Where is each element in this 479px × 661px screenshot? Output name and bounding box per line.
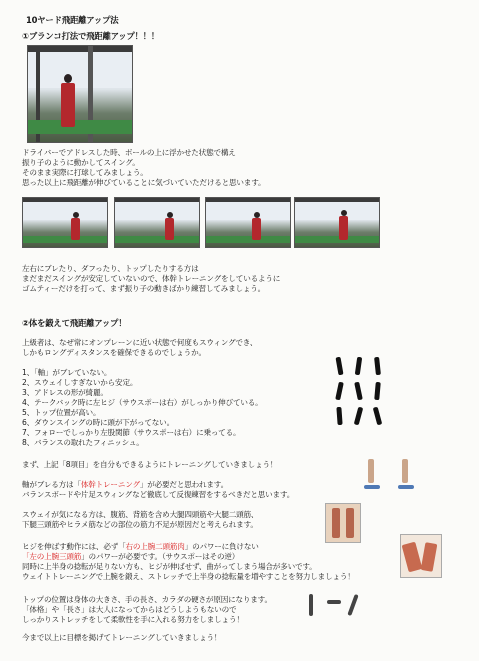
elbow-text-post: 」のパワーに負けない [184, 542, 259, 551]
stretch-figure [305, 590, 375, 624]
axis-text-post: 」が必要だと思われます。 [139, 480, 228, 489]
section1-paragraph2-line1: 左右にブレたり、ダフったり、トップしたりする方は [22, 264, 199, 273]
swing-photo-main [27, 45, 133, 143]
list-item: 1、「軸」がブレていない。 [22, 368, 112, 377]
swing-sequence-photo-4 [294, 197, 380, 248]
swing-silhouettes-figure [331, 355, 391, 431]
list-item: 8、バランスの取れたフィニッシュ。 [22, 438, 144, 447]
axis-highlight: 体幹トレーニング [80, 480, 140, 489]
sway-text-line1: スウェイが気になる方は、腹筋、背筋を含め大腿四頭筋や大腿二頭筋、 [22, 510, 259, 519]
sway-text-line2: 下腿三頭筋やヒラメ筋などの部位の筋力不足が原因だと考えられます。 [22, 520, 258, 529]
page-title: 10ヤード飛距離アップ法 [26, 15, 119, 25]
elbow-highlight-triceps: 「左の上腕三頭筋 [22, 552, 82, 561]
muscle-anatomy-figure [325, 503, 361, 543]
list-item: 3、アドレスの形が綺麗。 [22, 388, 108, 397]
elbow-text-line3: 同時に上半身の捻転が足りない方も、ヒジが伸ばせず、曲がってしまう場合が多いです。 [22, 562, 317, 571]
balance-board-figure [356, 455, 426, 497]
section1-paragraph1-line1: ドライバーでアドレスした時、ボールの上に浮かせた状態で構え [22, 148, 236, 157]
list-item: 2、スウェイしすぎないから安定。 [22, 378, 138, 387]
list-item: 4、テークバック時に左ヒジ（サウスポーは右）がしっかり伸びている。 [22, 398, 263, 407]
swing-sequence-photo-3 [205, 197, 291, 248]
swing-sequence-photo-2 [114, 197, 200, 248]
section1-paragraph1-line4: 思った以上に飛距離が伸びていることに気づいていただけると思います。 [22, 178, 266, 187]
closing-text: 今まで以上に目標を掲げてトレーニングしていきましょう！ [22, 633, 222, 642]
arm-muscle-figure [400, 534, 442, 578]
list-item: 6、ダウンスイングの時に頭が下がってない。 [22, 418, 174, 427]
axis-text-line2: バランスボードや片足スウィングなど徹底して反復練習をするべきだと思います。 [22, 490, 295, 499]
top-text-line3: しっかりストレッチをして柔軟性を手に入れる努力をしましょう！ [22, 615, 244, 624]
section1-paragraph2-line2: まだまだスイングが安定していないので、体幹トレーニングをしているように [22, 274, 281, 283]
elbow-text-line2: 」のパワーが必要です。（サウスポーはその逆） [81, 552, 240, 561]
section1-heading: ①ブランコ打法で飛距離アップ！！！ [22, 31, 160, 41]
section1-paragraph2-line3: ゴムティーだけを打って、まず振り子の動きばかり練習してみましょう。 [22, 284, 266, 293]
section2-intro-line2: しかもロングディスタンスを確保できるのでしょうか。 [22, 348, 206, 357]
section1-paragraph1-line2: 振り子のように動かしてスイング。 [22, 158, 140, 167]
section1-paragraph1-line3: そのまま実際に打球してみましょう。 [22, 168, 148, 177]
elbow-text-line4: ウェイトトレーニングで上腕を鍛え、ストレッチで上半身の捻転量を増やすことを努力しましょう！ [22, 572, 355, 581]
list-item: 7、フォローでしっかり左股関節（サウスポーは右）に乗ってる。 [22, 428, 241, 437]
axis-text-pre: 軸がブレる方は「 [22, 480, 81, 489]
top-text-line2: 「体格」や「長さ」は大人になってからはどうしようもないので [22, 605, 237, 614]
section2-intro-line1: 上級者は、なぜ常にオンプレーンに近い状態で何度もスウィングでき、 [22, 338, 258, 347]
elbow-highlight-biceps: 右の上腕二頭筋肉 [125, 542, 185, 551]
callout-text: まず、上記「8項目」を自分もできるようにトレーニングしていきましょう！ [22, 460, 278, 469]
section2-heading: ②体を鍛えて飛距離アップ！ [22, 318, 127, 328]
elbow-text-pre: ヒジを伸ばす動作には、必ず「 [22, 542, 126, 551]
list-item: 5、トップ位置が高い。 [22, 408, 101, 417]
top-text-line1: トップの位置は身体の大きさ、手の長さ、カラダの硬さが原因になります。 [22, 595, 272, 604]
swing-sequence-photo-1 [22, 197, 108, 248]
